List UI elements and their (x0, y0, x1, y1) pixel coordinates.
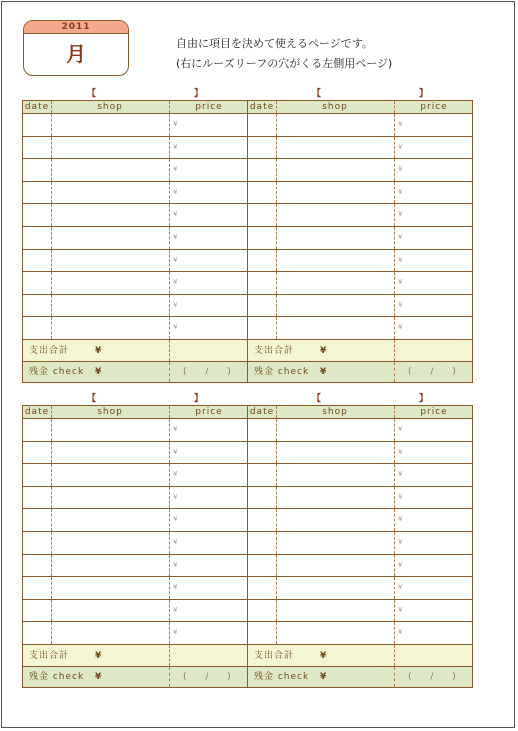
column-divider (394, 667, 395, 687)
table-row[interactable] (248, 159, 472, 182)
table-row[interactable] (23, 577, 247, 600)
table-row[interactable] (248, 509, 472, 532)
table-row[interactable] (23, 295, 247, 318)
bracket-open: 【 (87, 394, 97, 404)
column-divider (276, 317, 277, 339)
balance-check-label: 残金 check (254, 366, 310, 377)
column-divider (276, 464, 277, 486)
table-row[interactable] (248, 272, 472, 295)
column-divider (276, 295, 277, 317)
header-date: date (249, 407, 275, 417)
column-divider (51, 487, 52, 509)
price-yen-symbol: ¥ (398, 425, 403, 433)
column-divider (394, 295, 395, 317)
price-yen-symbol: ¥ (398, 515, 403, 524)
balance-yen-symbol: ¥ (320, 366, 327, 377)
intro-line-1: 自由に項目を決めて使えるページです。 (176, 37, 373, 50)
price-yen-symbol: ¥ (173, 142, 178, 151)
table-row[interactable] (23, 250, 247, 273)
column-divider (394, 622, 395, 644)
column-divider (169, 622, 170, 644)
table-row[interactable] (23, 555, 247, 578)
column-divider (394, 250, 395, 272)
price-yen-symbol: ¥ (173, 278, 178, 287)
total-row[interactable] (23, 645, 247, 667)
column-divider (394, 555, 395, 577)
balance-check-row[interactable] (23, 667, 247, 687)
table-row[interactable] (23, 464, 247, 487)
column-divider (394, 464, 395, 486)
total-label: 支出合計 (254, 345, 295, 356)
table-row[interactable] (248, 577, 472, 600)
column-divider (51, 419, 52, 441)
total-yen-symbol: ¥ (320, 345, 327, 356)
price-yen-symbol: ¥ (398, 323, 403, 332)
table-row[interactable] (23, 159, 247, 182)
column-divider (51, 137, 52, 159)
price-yen-symbol: ¥ (398, 142, 403, 151)
column-divider (276, 622, 277, 644)
column-divider (169, 295, 170, 317)
column-divider (276, 419, 277, 441)
column-divider (276, 509, 277, 531)
price-yen-symbol: ¥ (398, 278, 403, 287)
column-divider (394, 204, 395, 226)
column-divider (276, 532, 277, 554)
bracket-close: 】 (419, 394, 429, 404)
table-row[interactable] (23, 509, 247, 532)
column-divider (394, 509, 395, 531)
price-yen-symbol: ¥ (173, 165, 178, 174)
total-row[interactable] (23, 340, 247, 362)
table-row[interactable] (23, 419, 247, 442)
intro-line-2: (右にルーズリーフの穴がくる左側用ページ) (176, 57, 393, 70)
bracket-close: 】 (419, 89, 429, 99)
column-divider (51, 159, 52, 181)
column-divider (394, 114, 395, 136)
expense-table (22, 100, 248, 383)
column-divider (169, 272, 170, 294)
price-yen-symbol: ¥ (173, 515, 178, 524)
table-row[interactable] (23, 204, 247, 227)
balance-yen-symbol: ¥ (320, 671, 327, 682)
column-divider (51, 532, 52, 554)
balance-yen-symbol: ¥ (95, 366, 102, 377)
column-divider (276, 406, 277, 418)
table-row[interactable] (248, 600, 472, 623)
column-divider (394, 645, 395, 666)
column-divider (394, 159, 395, 181)
header-shop: shop (97, 102, 123, 112)
price-yen-symbol: ¥ (398, 605, 403, 614)
table-row[interactable] (248, 295, 472, 318)
column-divider (51, 272, 52, 294)
price-yen-symbol: ¥ (173, 425, 178, 433)
column-divider (169, 532, 170, 554)
price-yen-symbol: ¥ (173, 560, 178, 569)
price-yen-symbol: ¥ (173, 323, 178, 332)
table-row[interactable] (248, 487, 472, 510)
price-yen-symbol: ¥ (398, 492, 403, 501)
price-yen-symbol: ¥ (398, 120, 403, 128)
price-yen-symbol: ¥ (173, 537, 178, 546)
price-yen-symbol: ¥ (398, 583, 403, 592)
total-yen-symbol: ¥ (95, 345, 102, 356)
column-divider (276, 182, 277, 204)
price-yen-symbol: ¥ (173, 605, 178, 614)
table-row[interactable] (23, 622, 247, 645)
expense-table (247, 405, 473, 688)
column-divider (169, 114, 170, 136)
table-row[interactable] (248, 317, 472, 340)
total-row[interactable] (248, 645, 472, 667)
column-divider (51, 509, 52, 531)
price-yen-symbol: ¥ (173, 628, 178, 637)
table-row[interactable] (23, 487, 247, 510)
balance-check-row[interactable] (23, 362, 247, 382)
bracket-open: 【 (312, 89, 322, 99)
column-divider (276, 227, 277, 249)
column-divider (51, 114, 52, 136)
bracket-open: 【 (87, 89, 97, 99)
table-row[interactable] (248, 532, 472, 555)
table-row[interactable] (23, 114, 247, 137)
table-row[interactable] (23, 227, 247, 250)
expense-table (22, 405, 248, 688)
column-divider (276, 159, 277, 181)
calendar-badge (23, 20, 129, 76)
column-divider (169, 555, 170, 577)
price-yen-symbol: ¥ (173, 120, 178, 128)
total-yen-symbol: ¥ (95, 650, 102, 661)
column-divider (169, 159, 170, 181)
column-divider (51, 295, 52, 317)
column-divider (51, 442, 52, 464)
price-yen-symbol: ¥ (173, 232, 178, 241)
column-divider (169, 419, 170, 441)
total-label: 支出合計 (29, 345, 70, 356)
header-date: date (24, 102, 50, 112)
total-label: 支出合計 (254, 650, 295, 661)
column-divider (276, 487, 277, 509)
header-price: price (195, 407, 223, 417)
table-header (23, 101, 247, 114)
header-price: price (195, 102, 223, 112)
table-row[interactable] (23, 317, 247, 340)
column-divider (169, 577, 170, 599)
table-row[interactable] (248, 182, 472, 205)
column-divider (169, 406, 170, 418)
table-row[interactable] (23, 442, 247, 465)
header-shop: shop (322, 102, 348, 112)
table-header (248, 101, 472, 114)
column-divider (169, 204, 170, 226)
column-divider (276, 600, 277, 622)
column-divider (51, 227, 52, 249)
calendar-year: 2011 (24, 21, 128, 34)
table-row[interactable] (23, 137, 247, 160)
column-divider (394, 577, 395, 599)
date-slash-field[interactable]: ( / ) (408, 366, 464, 377)
column-divider (169, 317, 170, 339)
column-divider (169, 487, 170, 509)
column-divider (51, 182, 52, 204)
header-shop: shop (97, 407, 123, 417)
price-yen-symbol: ¥ (398, 537, 403, 546)
calendar-month: 月 (66, 42, 86, 66)
column-divider (169, 227, 170, 249)
date-slash-field[interactable]: ( / ) (183, 366, 239, 377)
column-divider (51, 317, 52, 339)
table-row[interactable] (248, 227, 472, 250)
table-row[interactable] (248, 442, 472, 465)
price-yen-symbol: ¥ (398, 447, 403, 456)
price-yen-symbol: ¥ (173, 583, 178, 592)
balance-check-row[interactable] (248, 362, 472, 382)
column-divider (394, 182, 395, 204)
column-divider (276, 555, 277, 577)
column-divider (169, 645, 170, 666)
price-yen-symbol: ¥ (173, 447, 178, 456)
balance-yen-symbol: ¥ (95, 671, 102, 682)
bracket-close: 】 (194, 394, 204, 404)
balance-check-label: 残金 check (29, 366, 85, 377)
table-row[interactable] (23, 600, 247, 623)
table-row[interactable] (248, 114, 472, 137)
table-row[interactable] (23, 532, 247, 555)
column-divider (394, 419, 395, 441)
column-divider (51, 204, 52, 226)
column-divider (51, 250, 52, 272)
balance-check-row[interactable] (248, 667, 472, 687)
column-divider (169, 101, 170, 113)
header-price: price (420, 102, 448, 112)
column-divider (394, 340, 395, 361)
column-divider (169, 182, 170, 204)
balance-check-label: 残金 check (29, 671, 85, 682)
column-divider (394, 101, 395, 113)
column-divider (276, 101, 277, 113)
date-slash-field[interactable]: ( / ) (408, 671, 464, 682)
table-row[interactable] (248, 250, 472, 273)
column-divider (276, 204, 277, 226)
column-divider (51, 406, 52, 418)
column-divider (169, 464, 170, 486)
column-divider (394, 362, 395, 382)
column-divider (51, 600, 52, 622)
table-row[interactable] (248, 137, 472, 160)
column-divider (169, 442, 170, 464)
price-yen-symbol: ¥ (398, 187, 403, 196)
column-divider (51, 555, 52, 577)
column-divider (394, 442, 395, 464)
balance-check-label: 残金 check (254, 671, 310, 682)
column-divider (169, 250, 170, 272)
column-divider (169, 340, 170, 361)
price-yen-symbol: ¥ (398, 232, 403, 241)
table-row[interactable] (248, 622, 472, 645)
header-shop: shop (322, 407, 348, 417)
column-divider (276, 442, 277, 464)
column-divider (276, 250, 277, 272)
column-divider (394, 600, 395, 622)
column-divider (394, 487, 395, 509)
price-yen-symbol: ¥ (173, 300, 178, 309)
column-divider (394, 532, 395, 554)
column-divider (169, 509, 170, 531)
column-divider (51, 464, 52, 486)
price-yen-symbol: ¥ (398, 210, 403, 219)
price-yen-symbol: ¥ (398, 560, 403, 569)
expense-table (247, 100, 473, 383)
total-row[interactable] (248, 340, 472, 362)
price-yen-symbol: ¥ (173, 187, 178, 196)
price-yen-symbol: ¥ (398, 300, 403, 309)
table-row[interactable] (248, 464, 472, 487)
table-row[interactable] (23, 272, 247, 295)
column-divider (51, 577, 52, 599)
column-divider (394, 227, 395, 249)
column-divider (394, 272, 395, 294)
table-row[interactable] (248, 204, 472, 227)
column-divider (394, 317, 395, 339)
column-divider (394, 406, 395, 418)
price-yen-symbol: ¥ (173, 210, 178, 219)
column-divider (51, 101, 52, 113)
column-divider (169, 667, 170, 687)
header-price: price (420, 407, 448, 417)
column-divider (169, 600, 170, 622)
total-label: 支出合計 (29, 650, 70, 661)
price-yen-symbol: ¥ (173, 255, 178, 264)
date-slash-field[interactable]: ( / ) (183, 671, 239, 682)
intro-text (176, 34, 392, 74)
price-yen-symbol: ¥ (398, 470, 403, 479)
price-yen-symbol: ¥ (173, 492, 178, 501)
column-divider (51, 622, 52, 644)
price-yen-symbol: ¥ (398, 628, 403, 637)
total-yen-symbol: ¥ (320, 650, 327, 661)
column-divider (169, 137, 170, 159)
table-header (248, 406, 472, 419)
column-divider (394, 137, 395, 159)
table-row[interactable] (23, 182, 247, 205)
table-row[interactable] (248, 555, 472, 578)
bracket-open: 【 (312, 394, 322, 404)
column-divider (276, 272, 277, 294)
bracket-close: 】 (194, 89, 204, 99)
price-yen-symbol: ¥ (173, 470, 178, 479)
column-divider (169, 362, 170, 382)
column-divider (276, 114, 277, 136)
header-date: date (249, 102, 275, 112)
table-row[interactable] (248, 419, 472, 442)
column-divider (276, 577, 277, 599)
column-divider (276, 137, 277, 159)
header-date: date (24, 407, 50, 417)
price-yen-symbol: ¥ (398, 255, 403, 264)
price-yen-symbol: ¥ (398, 165, 403, 174)
table-header (23, 406, 247, 419)
